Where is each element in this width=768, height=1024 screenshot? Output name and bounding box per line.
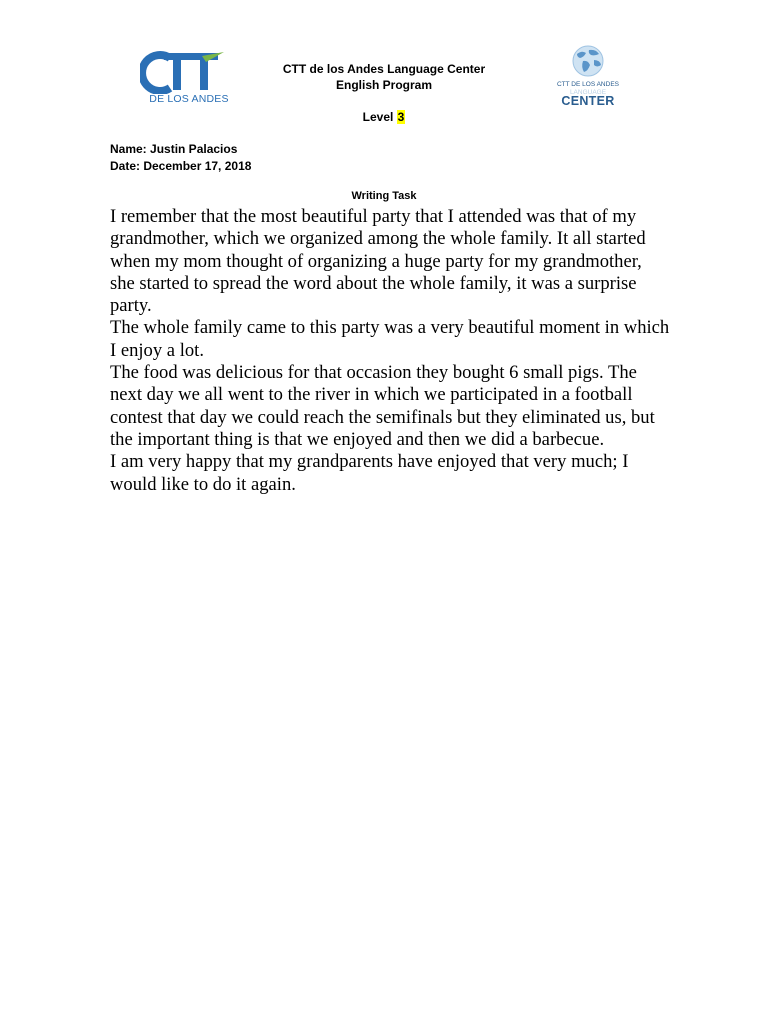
student-info — [110, 141, 251, 175]
level-value-highlighted: 3 — [397, 110, 405, 124]
globe-icon — [555, 44, 621, 80]
task-title: Writing Task — [351, 190, 417, 202]
program-name: English Program — [335, 78, 433, 92]
language-center-logo — [555, 44, 621, 110]
document-header — [250, 61, 518, 93]
ctt-de-los-andes-logo — [140, 50, 235, 110]
institution-name: CTT de los Andes Language Center — [282, 62, 486, 76]
logo-line-3: CENTER — [561, 94, 615, 108]
essay-paragraph: The whole family came to this party was a very beautiful moment in which I enjoy a lot. — [110, 317, 670, 361]
essay-paragraph: The food was delicious for that occasion they bought 6 small pigs. The next day we all went to the river in which we participated in a football contest that day we could reach the semifinals but they eliminated us, but the important thing is that we enjoyed and then we did a barbecue. — [110, 362, 655, 450]
level-line — [250, 109, 518, 125]
logo-line-2: LANGUAGE — [569, 89, 607, 96]
essay-paragraph: I am very happy that my grandparents have enjoyed that very much; I would like to do it again. — [110, 451, 629, 495]
level-label: Level — [362, 110, 394, 124]
student-name: Name: Justin Palacios — [110, 142, 238, 156]
essay-paragraph: I remember that the most beautiful party that I attended was that of my grandmother, which we organized among the whole family. It all started when my mom thought of organizing a huge party for my grandmother, she started to spread the word about the whole family, it was a surprise party. — [110, 206, 646, 317]
logo-line-1: CTT DE LOS ANDES — [556, 81, 619, 88]
essay-body — [110, 206, 670, 496]
submission-date: Date: December 17, 2018 — [110, 159, 252, 173]
ctt-logo-mark — [140, 50, 235, 94]
logo-subtitle: DE LOS ANDES — [149, 93, 229, 105]
